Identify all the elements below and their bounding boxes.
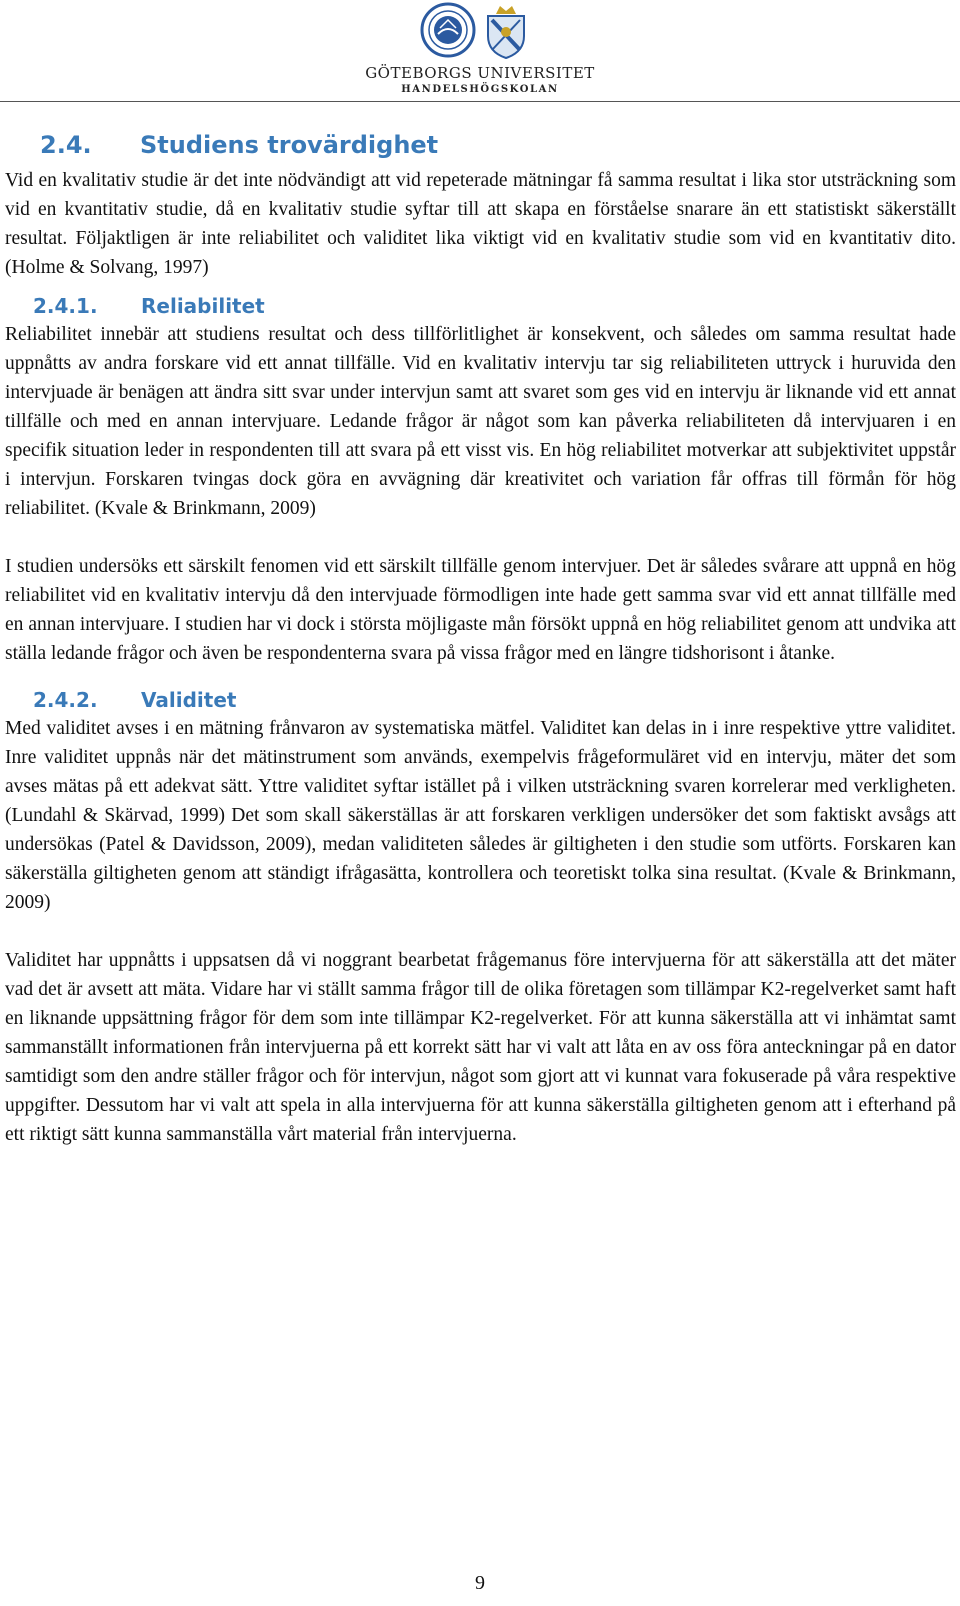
university-name: GÖTEBORGS UNIVERSITET	[365, 64, 595, 82]
section-heading	[40, 128, 956, 162]
subsection-number: 2.4.1.	[33, 294, 98, 318]
university-logos	[420, 2, 538, 60]
page-header	[0, 0, 960, 104]
section-intro-paragraph: Vid en kvalitativ studie är det inte nödvändigt att vid repeterade mätningar få samma resultat i lika stor utsträckning som vid en kvantitativ studie, då en kvalitativ studie syftar till att skapa en förståelse snarare än ett statistiskt säkerställt resultat. Följaktligen är inte reliabilitet och validitet lika viktigt vid en kvalitativ studie som vid en kvantitativ dito. (Holme & Solvang, 1997)	[5, 170, 956, 278]
document-body	[5, 118, 956, 1149]
validity-paragraph-1: Med validitet avses i en mätning frånvaron av systematiska mätfel. Validitet kan delas in i inre respektive yttre validitet. Inre validitet uppnås när det mätinstrument som används, exempelvis frågeformuläret vid en intervju, mäter det som avses mätas på ett adekvat sätt. Yttre validitet syftar istället på i vilken utsträckning svaren korrelerar med verkligheten. (Lundahl & Skärvad, 1999) Det som skall säkerställas är att forskaren verkligen undersöker det som faktiskt avsågs att undersökas (Patel & Davidsson, 2009), medan validiteten således är giltigheten i den studie som utförts. Forskaren kan säkerställa giltigheten genom att ständigt ifrågasätta, kontrollera och teoretiskt tolka sina resultat. (Kvale & Brinkmann, 2009)	[5, 718, 956, 913]
subsection-title: Validitet	[141, 688, 237, 712]
page-number: 9	[475, 1572, 485, 1594]
subsection-heading-validity	[33, 686, 956, 714]
subsection-heading-reliability	[33, 292, 956, 320]
subsection-title: Reliabilitet	[141, 294, 265, 318]
section-number: 2.4.	[40, 131, 92, 159]
validity-paragraph-2: Validitet har uppnåtts i uppsatsen då vi noggrant bearbetat frågemanus före intervjuerna för att säkerställa att det mäter vad det är avsett att mäta. Vidare har vi ställt samma frågor till de olika företagen som tillämpar K2-regelverket samt haft en liknande uppsättning frågor för dem som inte tillämpar K2-regelverket. För att kunna säkerställa att vi inhämtat samt sammanställt informationen från intervjuerna på ett korrekt sätt har vi valt att låta en av oss föra anteckningar på en dator samtidigt som den andre ställer frågor och för intervjun, något som gjort att vi kunnat vara fokuserade på våra respektive uppgifter. Dessutom har vi valt att spela in alla intervjuerna för att kunna säkerställa giltigheten genom att i efterhand på ett riktigt sätt kunna sammanställa vårt material från intervjuerna.	[5, 950, 956, 1145]
section-title: Studiens trovärdighet	[140, 131, 439, 159]
school-name: HANDELSHÖGSKOLAN	[401, 84, 559, 95]
reliability-paragraph-1: Reliabilitet innebär att studiens resultat och dess tillförlitlighet är konsekvent, och således om samma resultat hade uppnåtts av andra forskare vid ett annat tillfälle. Vid en kvalitativ intervju tar sig reliabiliteten uttryck i huruvida den intervjuade är benägen att ändra sitt svar under intervjun samt att svaret som ges vid en intervju är liknande vid ett annat tillfälle och med en annan intervjuare. Ledande frågor är något som kan påverka reliabiliteten då intervjuaren i en specifik situation leder in respondenten till att svara på ett visst vis. En hög reliabilitet motverkar att subjektivitet uppstår i intervjun. Forskaren tvingas dock göra en avvägning där kreativitet och variation får offras till förmån för hög reliabilitet. (Kvale & Brinkmann, 2009)	[5, 324, 956, 519]
reliability-paragraph-2: I studien undersöks ett särskilt fenomen vid ett särskilt tillfälle genom intervjuer. Det är således svårare att uppnå en hög reliabilitet vid en kvalitativ intervju då den intervjuade förmodligen inte hade gett samma svar vid ett annat tillfälle med en annan intervjuare. I studien har vi dock i största möjligaste mån försökt uppnå en hög reliabilitet genom att undvika att ställa ledande frågor och även be respondenterna svara på vissa frågor med en längre tidshorisont i åtanke.	[5, 556, 956, 664]
header-divider	[0, 101, 960, 102]
school-crest-logo	[488, 6, 524, 58]
subsection-number: 2.4.2.	[33, 688, 98, 712]
university-seal-logo	[422, 4, 474, 56]
